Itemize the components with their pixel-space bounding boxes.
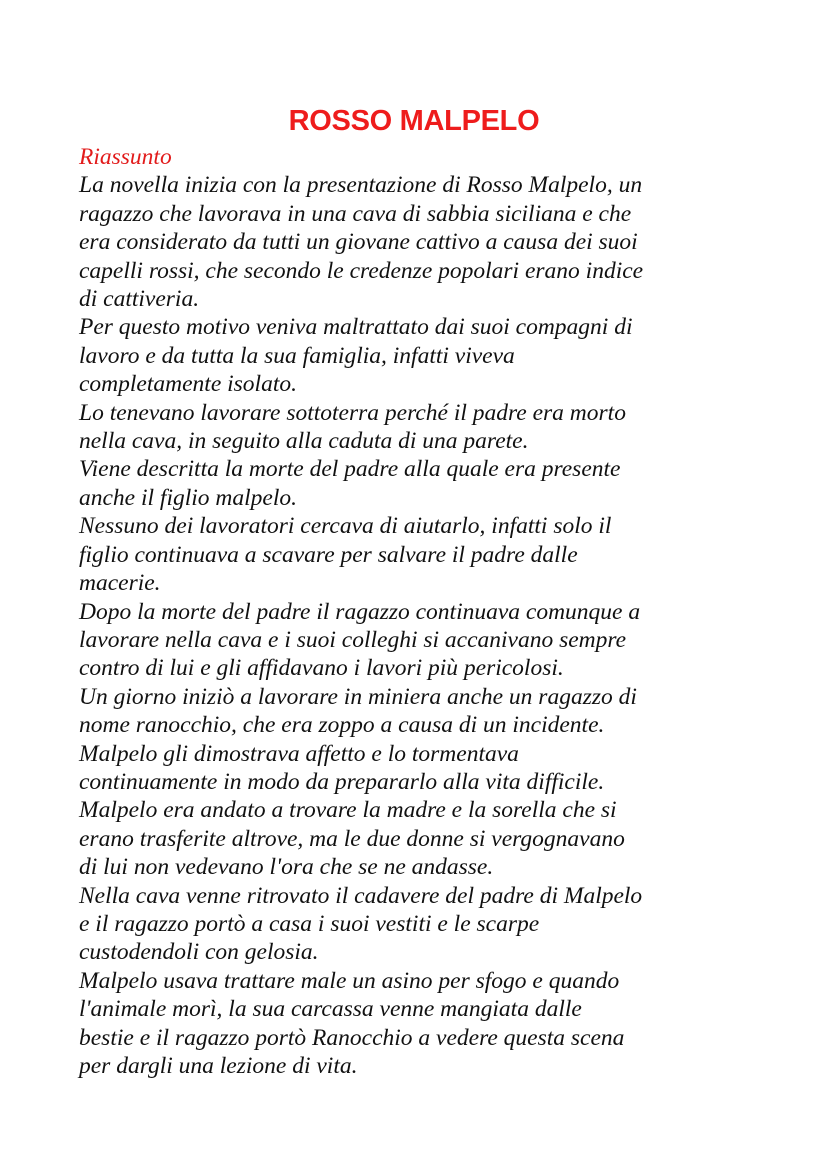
text-line: Malpelo era andato a trovare la madre e la sorella che si: [79, 797, 617, 824]
text-line: erano trasferite altrove, ma le due donne si vergognavano: [79, 825, 625, 852]
text-line: Nella cava venne ritrovato il cadavere del padre di Malpelo: [79, 882, 643, 909]
text-line: Malpelo usava trattare male un asino per sfogo e quando: [79, 967, 620, 994]
text-line: per dargli una lezione di vita.: [79, 1053, 358, 1079]
text-line: l'animale morì, la sua carcassa venne mangiata dalle: [79, 996, 582, 1023]
text-line: e il ragazzo portò a casa i suoi vestiti e le scarpe: [79, 910, 540, 937]
text-line: era considerato da tutti un giovane cattivo a causa dei suoi: [79, 229, 638, 256]
text-line: capelli rossi, che secondo le credenze popolari erano indice: [79, 257, 644, 284]
text-line: Nessuno dei lavoratori cercava di aiutarlo, infatti solo il: [79, 513, 612, 540]
text-line: custodendoli con gelosia.: [79, 939, 319, 966]
text-line: completamente isolato.: [79, 371, 297, 398]
text-line: nella cava, in seguito alla caduta di una parete.: [79, 428, 529, 455]
section-heading-riassunto: Riassunto: [79, 144, 172, 170]
summary-text: [79, 171, 779, 1080]
text-line: di lui non vedevano l'ora che se ne andasse.: [79, 854, 494, 881]
text-line: Per questo motivo veniva maltrattato dai suoi compagni di: [79, 314, 633, 341]
document-title: ROSSO MALPELO: [288, 105, 540, 137]
text-line: macerie.: [79, 570, 161, 597]
text-line: lavorare nella cava e i suoi colleghi si accanivano sempre: [79, 626, 627, 653]
text-line: bestie e il ragazzo portò Ranocchio a vedere questa scena: [79, 1024, 625, 1051]
text-line: Malpelo gli dimostrava affetto e lo tormentava: [79, 740, 519, 767]
text-line: contro di lui e gli affidavano i lavori più pericolosi.: [79, 655, 564, 682]
text-line: lavoro e da tutta la sua famiglia, infatti viveva: [79, 342, 515, 369]
text-line: Un giorno iniziò a lavorare in miniera anche un ragazzo di: [79, 683, 637, 710]
text-line: Dopo la morte del padre il ragazzo continuava comunque a: [79, 598, 641, 625]
text-line: anche il figlio malpelo.: [79, 484, 297, 511]
text-line: figlio continuava a scavare per salvare il padre dalle: [79, 541, 578, 568]
text-line: nome ranocchio, che era zoppo a causa di un incidente.: [79, 712, 605, 739]
text-line: continuamente in modo da prepararlo alla vita difficile.: [79, 768, 605, 795]
text-line: Lo tenevano lavorare sottoterra perché il padre era morto: [79, 399, 626, 426]
text-line: Viene descritta la morte del padre alla quale era presente: [79, 456, 621, 483]
text-line: La novella inizia con la presentazione di Rosso Malpelo, un: [79, 172, 643, 199]
text-line: di cattiveria.: [79, 286, 200, 313]
document-body: [79, 143, 779, 1080]
text-line: ragazzo che lavorava in una cava di sabbia siciliana e che: [79, 200, 632, 227]
